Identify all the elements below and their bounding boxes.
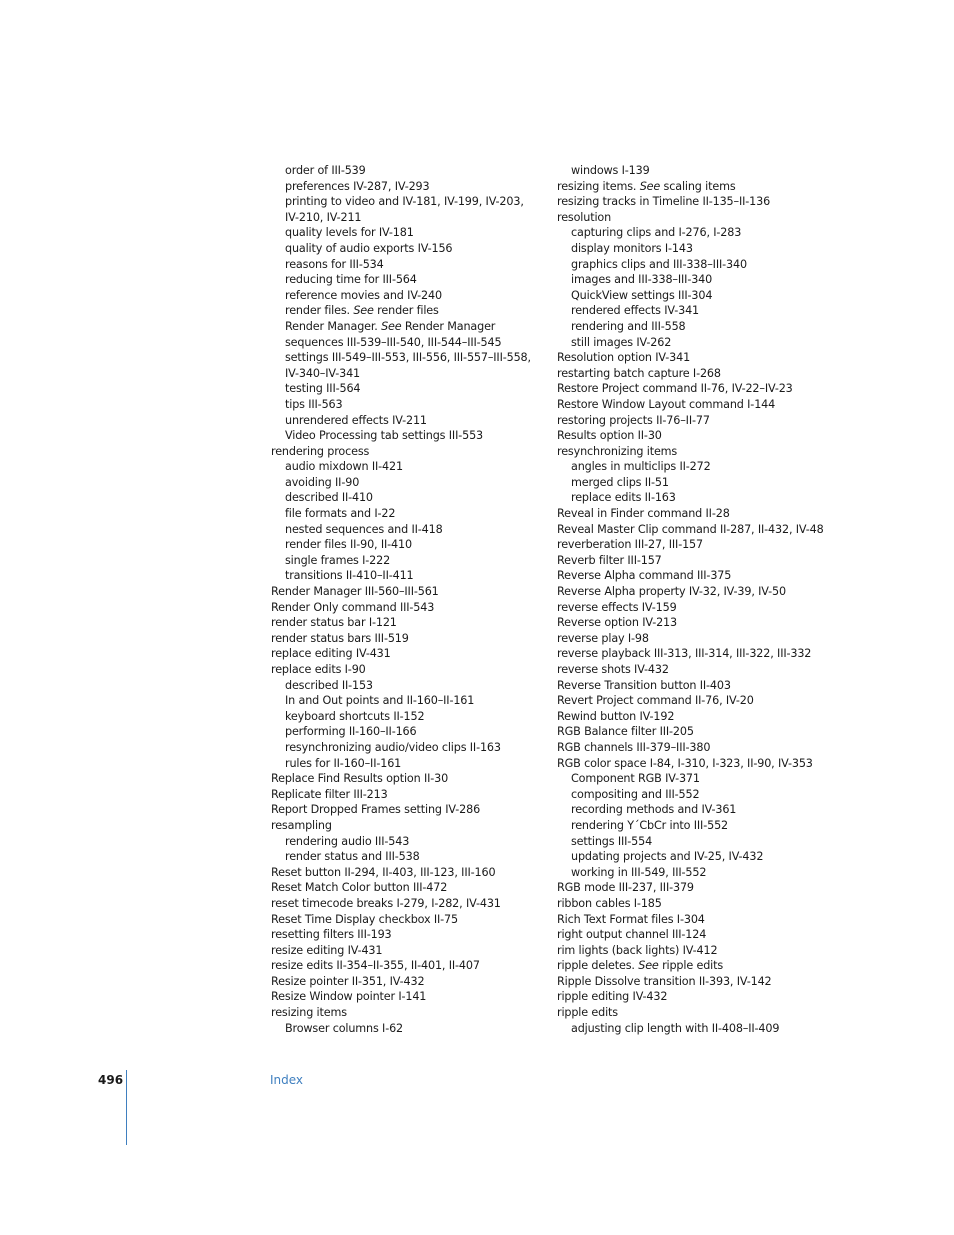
entry-text: resizing tracks in Timeline II-135–II-136 bbox=[557, 195, 771, 209]
index-subentry bbox=[271, 335, 533, 351]
entry-text: Rewind button IV-192 bbox=[557, 709, 675, 723]
entry-text: Revert Project command II-76, IV-20 bbox=[557, 694, 754, 708]
index-entry bbox=[271, 444, 533, 460]
see-reference: See bbox=[638, 959, 659, 973]
entry-text: Resize pointer II-351, IV-432 bbox=[271, 974, 425, 988]
entry-text: Results option II-30 bbox=[557, 429, 662, 443]
index-subentry bbox=[557, 163, 827, 179]
index-subentry bbox=[271, 381, 533, 397]
entry-text: recording methods and IV-361 bbox=[571, 803, 737, 817]
entry-text: Reveal Master Clip command II-287, II-432, IV-48 bbox=[557, 522, 824, 536]
entry-text: capturing clips and I-276, I-283 bbox=[571, 226, 742, 240]
index-subentry bbox=[557, 865, 827, 881]
entry-text: described II-410 bbox=[285, 491, 373, 505]
index-subentry bbox=[557, 459, 827, 475]
index-entry bbox=[271, 662, 533, 678]
index-entry bbox=[271, 958, 533, 974]
entry-text: working in III-549, III-552 bbox=[571, 865, 707, 879]
index-subentry bbox=[271, 693, 533, 709]
index-entry bbox=[271, 631, 533, 647]
entry-text: tips III-563 bbox=[285, 397, 343, 411]
entry-text: Reverse option IV-213 bbox=[557, 616, 677, 630]
index-entry bbox=[557, 662, 827, 678]
index-subentry bbox=[271, 257, 533, 273]
entry-text: order of III-539 bbox=[285, 164, 366, 177]
entry-text: Browser columns I-62 bbox=[285, 1021, 404, 1035]
entry-text: resize editing IV-431 bbox=[271, 943, 383, 957]
entry-text: right output channel III-124 bbox=[557, 928, 707, 942]
index-entry bbox=[557, 553, 827, 569]
entry-text: keyboard shortcuts II-152 bbox=[285, 709, 425, 723]
entry-text: nested sequences and II-418 bbox=[285, 522, 443, 536]
entry-text: rendering Y´CbCr into III-552 bbox=[571, 818, 729, 832]
index-entry bbox=[271, 818, 533, 834]
index-entry bbox=[271, 943, 533, 959]
entry-text: RGB mode III-237, III-379 bbox=[557, 881, 694, 895]
index-subentry bbox=[271, 756, 533, 772]
index-subentry bbox=[271, 303, 533, 319]
see-target: ripple edits bbox=[658, 959, 724, 973]
index-entry bbox=[557, 444, 827, 460]
entry-text: Reverse Alpha property IV-32, IV-39, IV-50 bbox=[557, 585, 786, 599]
entry-text: Component RGB IV-371 bbox=[571, 772, 700, 786]
index-entry bbox=[271, 927, 533, 943]
entry-text: Report Dropped Frames setting IV-286 bbox=[271, 803, 481, 817]
index-entry bbox=[271, 787, 533, 803]
entry-text: rendering process bbox=[271, 444, 370, 458]
entry-text: reverberation III-27, III-157 bbox=[557, 538, 703, 552]
entry-text: angles in multiclips II-272 bbox=[571, 460, 711, 474]
index-entry bbox=[271, 880, 533, 896]
entry-text: preferences IV-287, IV-293 bbox=[285, 179, 430, 193]
index-entry bbox=[271, 646, 533, 662]
entry-text: In and Out points and II-160–II-161 bbox=[285, 694, 475, 708]
index-entry bbox=[557, 1005, 827, 1021]
index-entry bbox=[557, 506, 827, 522]
entry-text: Video Processing tab settings III-553 bbox=[285, 429, 484, 443]
index-subentry bbox=[557, 818, 827, 834]
entry-text: Reveal in Finder command II-28 bbox=[557, 507, 730, 521]
index-column-right bbox=[557, 163, 827, 1036]
index-entry bbox=[557, 943, 827, 959]
index-subentry bbox=[557, 771, 827, 787]
see-target: render files bbox=[373, 304, 439, 318]
index-subentry bbox=[271, 537, 533, 553]
index-subentry bbox=[271, 350, 533, 366]
index-column-left bbox=[271, 163, 533, 1036]
footer-divider bbox=[126, 1070, 127, 1145]
entry-text: Rich Text Format files I-304 bbox=[557, 912, 705, 926]
index-subentry bbox=[271, 179, 533, 195]
entry-text: unrendered effects IV-211 bbox=[285, 413, 427, 427]
index-entry bbox=[557, 428, 827, 444]
index-subentry bbox=[271, 553, 533, 569]
see-reference: See bbox=[381, 319, 402, 333]
entry-text: audio mixdown II-421 bbox=[285, 460, 403, 474]
entry-text: replace editing IV-431 bbox=[271, 647, 391, 661]
entry-text: rim lights (back lights) IV-412 bbox=[557, 943, 718, 957]
index-subentry bbox=[271, 709, 533, 725]
index-subentry bbox=[557, 475, 827, 491]
entry-text: Reset button II-294, II-403, III-123, III-160 bbox=[271, 865, 496, 879]
entry-text: settings III-554 bbox=[571, 834, 653, 848]
index-entry bbox=[557, 678, 827, 694]
entry-text: reducing time for III-564 bbox=[285, 273, 417, 287]
entry-text: resolution bbox=[557, 210, 612, 224]
index-entry bbox=[271, 865, 533, 881]
entry-text: rendered effects IV-341 bbox=[571, 304, 700, 318]
entry-text: ripple edits bbox=[557, 1006, 618, 1020]
entry-text: Resize Window pointer I-141 bbox=[271, 990, 427, 1004]
entry-text: reset timecode breaks I-279, I-282, IV-431 bbox=[271, 896, 501, 910]
entry-text: reverse play I-98 bbox=[557, 631, 649, 645]
entry-text: Reverb filter III-157 bbox=[557, 553, 662, 567]
index-subentry bbox=[271, 678, 533, 694]
index-subentry bbox=[271, 568, 533, 584]
index-entry bbox=[557, 600, 827, 616]
index-entry bbox=[557, 413, 827, 429]
index-subentry bbox=[557, 241, 827, 257]
entry-text: reasons for III-534 bbox=[285, 257, 384, 271]
index-subentry bbox=[271, 210, 533, 226]
see-target: Render Manager bbox=[401, 319, 496, 333]
index-subentry bbox=[557, 490, 827, 506]
entry-text: rendering and III-558 bbox=[571, 319, 686, 333]
entry-text: testing III-564 bbox=[285, 382, 361, 396]
entry-text: IV-340–IV-341 bbox=[285, 366, 361, 380]
entry-text: RGB channels III-379–III-380 bbox=[557, 740, 711, 754]
index-subentry bbox=[271, 272, 533, 288]
entry-text: Replace Find Results option II-30 bbox=[271, 772, 449, 786]
index-entry bbox=[557, 756, 827, 772]
page-number: 496 bbox=[98, 1073, 124, 1087]
entry-text: Reset Match Color button III-472 bbox=[271, 881, 448, 895]
index-subentry bbox=[271, 459, 533, 475]
entry-text: resampling bbox=[271, 818, 332, 832]
entry-text: ripple editing IV-432 bbox=[557, 990, 668, 1004]
index-entry bbox=[557, 958, 827, 974]
entry-text: resizing items. bbox=[557, 179, 640, 193]
index-entry bbox=[271, 615, 533, 631]
entry-text: resizing items bbox=[271, 1006, 347, 1020]
entry-text: replace edits I-90 bbox=[271, 663, 366, 676]
index-entry bbox=[557, 350, 827, 366]
index-entry bbox=[557, 381, 827, 397]
index-entry bbox=[557, 537, 827, 553]
index-entry bbox=[557, 631, 827, 647]
index-subentry bbox=[271, 366, 533, 382]
entry-text: performing II-160–II-166 bbox=[285, 725, 417, 739]
index-entry bbox=[557, 522, 827, 538]
index-entry bbox=[271, 896, 533, 912]
entry-text: Resolution option IV-341 bbox=[557, 351, 691, 365]
index-entry bbox=[557, 693, 827, 709]
entry-text: Restore Window Layout command I-144 bbox=[557, 397, 776, 411]
entry-text: render status bar I-121 bbox=[271, 616, 397, 630]
index-entry bbox=[271, 584, 533, 600]
index-entry bbox=[557, 912, 827, 928]
index-subentry bbox=[271, 849, 533, 865]
entry-text: Restore Project command II-76, IV-22–IV-23 bbox=[557, 382, 793, 396]
index-subentry bbox=[271, 428, 533, 444]
index-subentry bbox=[557, 834, 827, 850]
entry-text: rendering audio III-543 bbox=[285, 834, 410, 848]
index-subentry bbox=[557, 849, 827, 865]
entry-text: restarting batch capture I-268 bbox=[557, 366, 721, 380]
entry-text: resize edits II-354–II-355, II-401, II-407 bbox=[271, 959, 480, 973]
entry-text: transitions II-410–II-411 bbox=[285, 569, 414, 583]
index-subentry bbox=[271, 241, 533, 257]
entry-text: reverse effects IV-159 bbox=[557, 600, 677, 614]
index-entry bbox=[557, 740, 827, 756]
index-subentry bbox=[271, 475, 533, 491]
see-reference: See bbox=[353, 304, 374, 318]
entry-text: resynchronizing items bbox=[557, 444, 678, 458]
index-subentry bbox=[557, 288, 827, 304]
entry-text: replace edits II-163 bbox=[571, 491, 676, 505]
index-entry bbox=[557, 709, 827, 725]
entry-text: sequences III-539–III-540, III-544–III-545 bbox=[285, 335, 502, 349]
entry-text: render status and III-538 bbox=[285, 850, 420, 864]
index-subentry bbox=[271, 288, 533, 304]
entry-text: settings III-549–III-553, III-556, III-557–III-558, bbox=[285, 351, 531, 365]
entry-text: adjusting clip length with II-408–II-409 bbox=[571, 1021, 780, 1035]
entry-text: avoiding II-90 bbox=[285, 475, 360, 489]
index-entry bbox=[271, 600, 533, 616]
see-target: scaling items bbox=[660, 179, 736, 193]
index-subentry bbox=[557, 787, 827, 803]
entry-text: Render Manager III-560–III-561 bbox=[271, 585, 439, 599]
index-entry bbox=[271, 802, 533, 818]
entry-text: Replicate filter III-213 bbox=[271, 787, 388, 801]
index-entry bbox=[271, 989, 533, 1005]
entry-text: reverse shots IV-432 bbox=[557, 663, 669, 676]
index-subentry bbox=[271, 319, 533, 335]
entry-text: images and III-338–III-340 bbox=[571, 273, 713, 287]
index-subentry bbox=[271, 834, 533, 850]
entry-text: rules for II-160–II-161 bbox=[285, 756, 402, 770]
index-entry bbox=[557, 584, 827, 600]
entry-text: printing to video and IV-181, IV-199, IV-203, bbox=[285, 195, 524, 209]
index-subentry bbox=[271, 522, 533, 538]
see-reference: See bbox=[639, 179, 661, 193]
index-subentry bbox=[271, 506, 533, 522]
entry-text: updating projects and IV-25, IV-432 bbox=[571, 850, 764, 864]
index-entry bbox=[271, 912, 533, 928]
index-subentry bbox=[557, 335, 827, 351]
index-entry bbox=[557, 397, 827, 413]
index-entry bbox=[557, 724, 827, 740]
entry-text: Render Only command III-543 bbox=[271, 600, 435, 614]
index-subentry bbox=[557, 225, 827, 241]
index-entry bbox=[557, 568, 827, 584]
entry-text: resetting filters III-193 bbox=[271, 928, 392, 942]
entry-text: display monitors I-143 bbox=[571, 241, 693, 255]
index-entry bbox=[557, 194, 827, 210]
entry-text: single frames I-222 bbox=[285, 553, 391, 567]
entry-text: merged clips II-51 bbox=[571, 475, 669, 489]
index-subentry bbox=[271, 163, 533, 179]
index-entry bbox=[271, 771, 533, 787]
entry-text: Ripple Dissolve transition II-393, IV-142 bbox=[557, 974, 772, 988]
entry-text: restoring projects II-76–II-77 bbox=[557, 413, 710, 427]
entry-text: render status bars III-519 bbox=[271, 631, 409, 645]
section-link-index[interactable]: Index bbox=[270, 1073, 304, 1087]
index-entry bbox=[271, 974, 533, 990]
index-entry bbox=[557, 366, 827, 382]
entry-text: Reverse Alpha command III-375 bbox=[557, 569, 732, 583]
index-subentry bbox=[557, 1021, 827, 1037]
entry-text: ribbon cables I-185 bbox=[557, 896, 662, 910]
entry-text: Render Manager. bbox=[285, 319, 382, 333]
index-entry bbox=[557, 989, 827, 1005]
index-entry bbox=[557, 646, 827, 662]
entry-text: quality of audio exports IV-156 bbox=[285, 241, 453, 255]
index-subentry bbox=[557, 802, 827, 818]
index-subentry bbox=[271, 225, 533, 241]
index-subentry bbox=[271, 490, 533, 506]
entry-text: compositing and III-552 bbox=[571, 787, 700, 801]
entry-text: resynchronizing audio/video clips II-163 bbox=[285, 740, 501, 754]
entry-text: RGB color space I-84, I-310, I-323, II-90, IV-353 bbox=[557, 756, 813, 770]
index-entry bbox=[557, 179, 827, 195]
index-entry bbox=[557, 880, 827, 896]
entry-text: still images IV-262 bbox=[571, 335, 672, 349]
entry-text: reverse playback III-313, III-314, III-322, III-332 bbox=[557, 647, 812, 661]
entry-text: RGB Balance filter III-205 bbox=[557, 725, 694, 739]
index-subentry bbox=[557, 257, 827, 273]
index-entry bbox=[557, 974, 827, 990]
entry-text: render files. bbox=[285, 304, 354, 318]
index-subentry bbox=[271, 740, 533, 756]
index-subentry bbox=[271, 724, 533, 740]
entry-text: graphics clips and III-338–III-340 bbox=[571, 257, 747, 271]
entry-text: reference movies and IV-240 bbox=[285, 288, 442, 302]
entry-text: Reset Time Display checkbox II-75 bbox=[271, 912, 458, 926]
index-subentry bbox=[271, 397, 533, 413]
index-entry bbox=[557, 615, 827, 631]
index-entry bbox=[557, 210, 827, 226]
index-subentry bbox=[271, 413, 533, 429]
entry-text: QuickView settings III-304 bbox=[571, 288, 713, 302]
entry-text: Reverse Transition button II-403 bbox=[557, 678, 731, 692]
index-entry bbox=[557, 896, 827, 912]
index-subentry bbox=[557, 319, 827, 335]
entry-text: file formats and I-22 bbox=[285, 507, 396, 521]
index-entry bbox=[557, 927, 827, 943]
entry-text: IV-210, IV-211 bbox=[285, 210, 362, 224]
index-entry bbox=[271, 1005, 533, 1021]
entry-text: described II-153 bbox=[285, 678, 373, 692]
entry-text: windows I-139 bbox=[571, 164, 650, 177]
entry-text: ripple deletes. bbox=[557, 959, 639, 973]
entry-text: quality levels for IV-181 bbox=[285, 226, 414, 240]
index-subentry bbox=[557, 303, 827, 319]
entry-text: render files II-90, II-410 bbox=[285, 538, 412, 552]
index-subentry bbox=[271, 1021, 533, 1037]
index-subentry bbox=[271, 194, 533, 210]
index-subentry bbox=[557, 272, 827, 288]
